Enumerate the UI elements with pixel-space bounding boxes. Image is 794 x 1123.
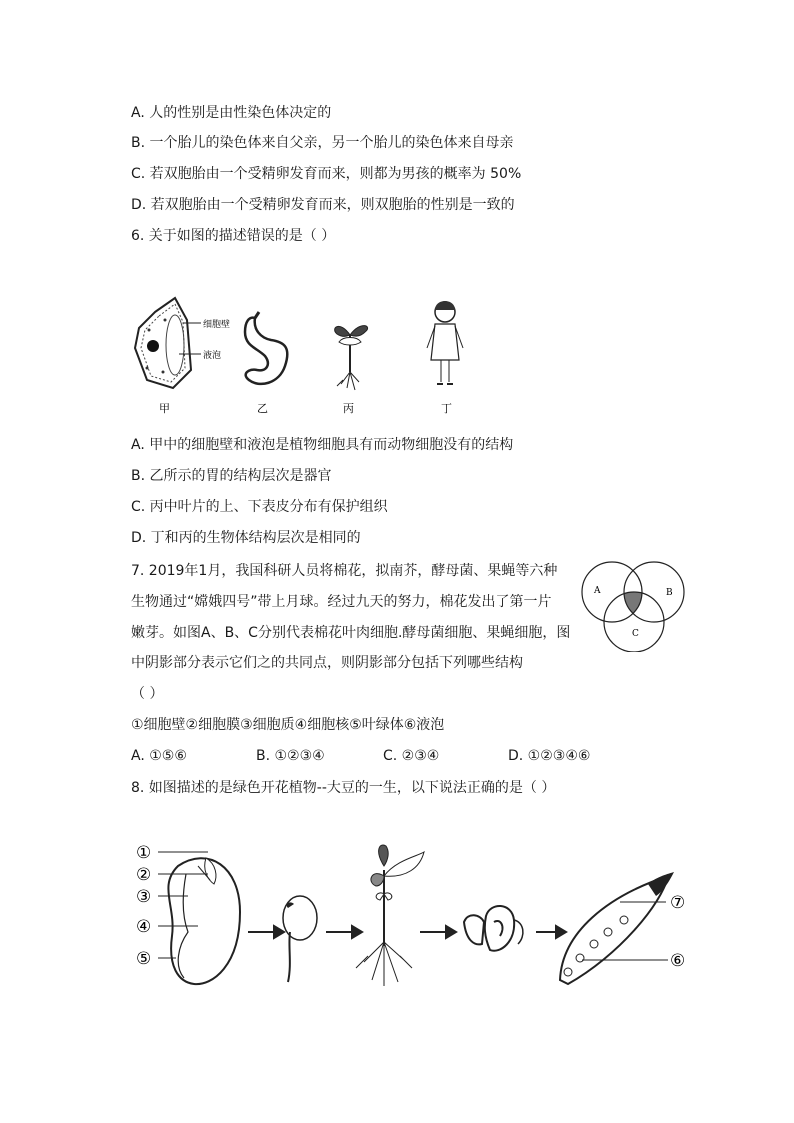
- caption-bing: 丙: [343, 402, 354, 415]
- q7-option-d: D. ①②③④⑥: [508, 748, 591, 764]
- q7-stem-line-4: 中阴影部分表示它们之的共同点，则阴影部分包括下列哪些结构: [131, 655, 523, 671]
- q7-stem-line-3: 嫩芽。如图A、B、C分别代表棉花叶肉细胞.酵母菌细胞、果蝇细胞，图: [131, 625, 571, 641]
- q7-structure-list: ①细胞壁②细胞膜③细胞质④细胞核⑤叶绿体⑥液泡: [131, 717, 445, 733]
- callout-5: ⑤: [136, 949, 152, 969]
- flower-illustration: [464, 906, 523, 951]
- q6-option-d: D. 丁和丙的生物体结构层次是相同的: [131, 530, 361, 546]
- germinating-seed-illustration: [283, 896, 317, 982]
- stomach-illustration: [245, 318, 287, 384]
- caption-yi: 乙: [257, 402, 268, 415]
- q7-option-b: B. ①②③④: [256, 748, 325, 764]
- soybean-life-cycle-figure: [128, 836, 694, 996]
- q6-stem: 6. 关于如图的描述错误的是（ ）: [131, 228, 336, 244]
- q6-figure: [125, 290, 475, 420]
- seedling-illustration: [335, 326, 368, 390]
- callout-4: ④: [136, 917, 152, 937]
- venn-label-b: B: [666, 588, 673, 598]
- soybean-seedling-illustration: [356, 845, 424, 986]
- plant-cell-illustration: [135, 298, 201, 388]
- q7-stem-line-5: （ ）: [131, 686, 164, 702]
- callout-3: ③: [136, 887, 152, 907]
- callout-2: ②: [136, 865, 152, 885]
- caption-ding: 丁: [441, 402, 452, 415]
- q6-option-a: A. 甲中的细胞壁和液泡是植物细胞具有而动物细胞没有的结构: [131, 437, 514, 453]
- caption-jia: 甲: [159, 402, 170, 415]
- q7-option-a: A. ①⑤⑥: [131, 748, 187, 764]
- q7-option-c: C. ②③④: [383, 748, 440, 764]
- q5-option-a: A. 人的性别是由性染色体决定的: [131, 105, 332, 121]
- bean-pod-illustration: [560, 872, 674, 984]
- q7-stem-line-1: 7. 2019年1月，我国科研人员将棉花，拟南芥，酵母菌、果蝇等六种: [131, 563, 558, 579]
- seed-illustration: [168, 858, 240, 984]
- callout-1: ①: [136, 843, 152, 863]
- q7-stem-line-2: 生物通过“嫦娥四号”带上月球。经过九天的努力，棉花发出了第一片: [131, 594, 552, 610]
- callout-6: ⑥: [670, 951, 686, 971]
- venn-label-c: C: [632, 629, 639, 639]
- q5-option-b: B. 一个胎儿的染色体来自父亲，另一个胎儿的染色体来自母亲: [131, 135, 514, 151]
- callout-7: ⑦: [670, 893, 686, 913]
- girl-illustration: [427, 301, 463, 384]
- q6-option-b: B. 乙所示的胃的结构层次是器官: [131, 468, 332, 484]
- q5-option-c: C. 若双胞胎由一个受精卵发育而来，则都为男孩的概率为 50%: [131, 166, 522, 182]
- venn-label-a: A: [594, 586, 601, 596]
- q8-stem: 8. 如图描述的是绿色开花植物--大豆的一生，以下说法正确的是（ ）: [131, 780, 556, 796]
- label-cell-wall: 细胞壁: [203, 320, 231, 330]
- q5-option-d: D. 若双胞胎由一个受精卵发育而来，则双胞胎的性别是一致的: [131, 197, 515, 213]
- venn-diagram: [574, 558, 694, 652]
- label-vacuole: 液泡: [203, 351, 222, 361]
- q6-option-c: C. 丙中叶片的上、下表皮分布有保护组织: [131, 499, 388, 515]
